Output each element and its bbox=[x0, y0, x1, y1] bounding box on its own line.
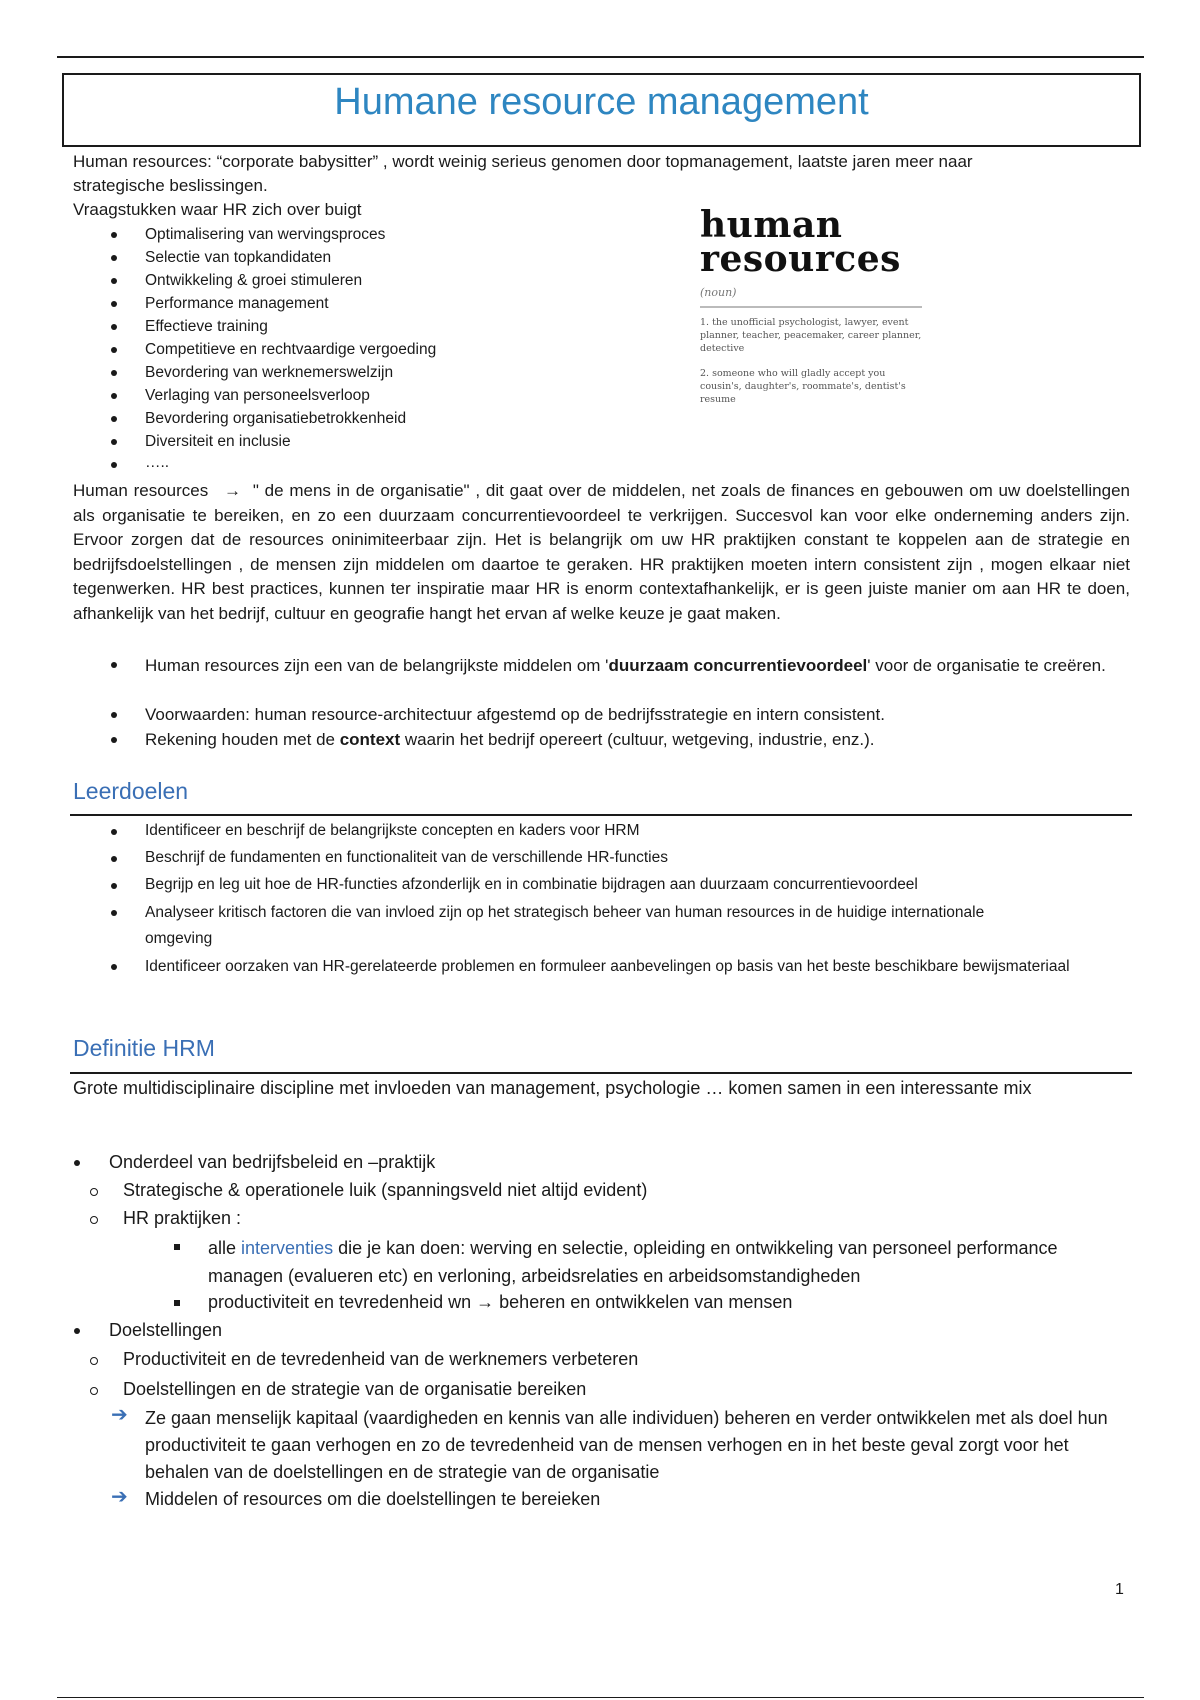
key-point-3-bold: context bbox=[339, 730, 401, 749]
dictionary-definition-2: 2. someone who will gladly accept you cousin's, daughter's, roommate's, dentist's resume bbox=[700, 368, 906, 405]
level1-item: Doelstellingen bbox=[109, 1320, 223, 1340]
bullet bbox=[111, 662, 117, 668]
human-resources-definition-image bbox=[700, 204, 930, 418]
key-point-1-text-a: Human resources zijn een van de belangrijkste middelen om ' bbox=[145, 656, 609, 675]
bullet bbox=[74, 1160, 80, 1166]
bullet bbox=[111, 462, 117, 468]
key-point-3-text-b: waarin het bedrijf opereert (cultuur, wetgeving, industrie, enz.). bbox=[400, 730, 875, 749]
bullet bbox=[111, 883, 117, 889]
level2-item: Doelstellingen en de strategie van de organisatie bereiken bbox=[123, 1379, 587, 1399]
heading-definitie-hrm: Definitie HRM bbox=[73, 1035, 215, 1061]
circle-bullet bbox=[90, 1387, 98, 1395]
list-item: Performance management bbox=[145, 295, 329, 312]
list-item: Bevordering van werknemerswelzijn bbox=[145, 364, 394, 381]
bullet bbox=[111, 232, 117, 238]
bullet bbox=[111, 393, 117, 399]
bottom-rule bbox=[57, 1697, 1144, 1698]
page-number: 1 bbox=[1115, 1581, 1124, 1598]
dictionary-divider bbox=[700, 306, 922, 308]
level3-text-post: die je kan doen: werving en selectie, opleiding en ontwikkeling van personeel performance managen (evalueren etc) en verloning, arbeidsrelaties en arbeidsomstandigheden bbox=[208, 1238, 1058, 1286]
key-point-3-text-a: Rekening houden met de bbox=[145, 730, 340, 749]
bullet bbox=[111, 301, 117, 307]
list-item: Competitieve en rechtvaardige vergoeding bbox=[145, 341, 437, 358]
definitie-intro: Grote multidisciplinaire discipline met invloeden van management, psychologie … komen samen in een interessante mix bbox=[73, 1078, 1032, 1098]
bullet bbox=[111, 324, 117, 330]
bullet bbox=[111, 712, 117, 718]
key-point-1-bold: duurzaam concurrentievoordeel bbox=[608, 656, 868, 675]
list-item: Ontwikkeling & groei stimuleren bbox=[145, 272, 363, 289]
level3-text-pre: alle bbox=[208, 1238, 242, 1258]
arrow-icon: → bbox=[224, 481, 242, 500]
bullet bbox=[111, 416, 117, 422]
list-item: Selectie van topkandidaten bbox=[145, 249, 332, 266]
arrow-right-icon: ➔ bbox=[111, 1404, 128, 1426]
heading-rule bbox=[70, 814, 1132, 816]
list-item: Verlaging van personeelsverloop bbox=[145, 387, 370, 404]
key-point-3 bbox=[145, 728, 875, 752]
arrow-item: Ze gaan menselijk kapitaal (vaardigheden en kennis van alle individuen) beheren en verder ontwikkelen met als doel hun productiviteit te gaan verhogen en zo de tevredenheid van de mensen verhogen en in het beste geval zorgt voor het behalen van de doelstellingen en de strategie van de organisatie bbox=[145, 1408, 1108, 1482]
title-box bbox=[62, 73, 1141, 147]
intro-line-3: Vraagstukken waar HR zich over buigt bbox=[73, 200, 362, 219]
bullet bbox=[111, 910, 117, 916]
paragraph-text: " de mens in de organisatie" , dit gaat over de middelen, net zoals de finances en gebouwen om uw doelstellingen als organisatie te bereiken, en zo een duurzaam concurrentievoordeel te verkrijgen. Succesvol kan voor elke onderneming anders zijn. Ervoor zorgen dat de resources oninimiteerbaar zijn. Het is belangrijk om uw HR praktijken constant te koppelen aan de strategie en bedrijfsdoelstellingen , de mensen zijn middelen om daartoe te geraken. HR praktijken moeten intern consistent zijn , mogen elkaar niet tegenwerken. HR best practices, kunnen ter inspiratie maar HR is enorm contextafhankelijk, er is geen juiste manier om aan HR te doen, afhankelijk van het bedrijf, cultuur en geografie hangt het ervan af welke keuze je gaat maken. bbox=[73, 481, 1130, 623]
dictionary-word-2: resources bbox=[700, 238, 901, 280]
circle-bullet bbox=[90, 1357, 98, 1365]
learning-goal-3: Begrijp en leg uit hoe de HR-functies afzonderlijk en in combinatie bijdragen aan duurzaam concurrentievoordeel bbox=[145, 876, 918, 893]
bullet bbox=[74, 1328, 80, 1334]
level1-item: Onderdeel van bedrijfsbeleid en –praktijk bbox=[109, 1152, 436, 1172]
circle-bullet bbox=[90, 1188, 98, 1196]
bullet bbox=[111, 439, 117, 445]
list-item: Effectieve training bbox=[145, 318, 268, 335]
intro-line-2: strategische beslissingen. bbox=[73, 176, 268, 195]
learning-goal-5: Identificeer oorzaken van HR-gerelateerde problemen en formuleer aanbevelingen op basis van het beste beschikbare bewijsmateriaal bbox=[145, 958, 1070, 975]
circle-bullet bbox=[90, 1216, 98, 1224]
level2-item: HR praktijken : bbox=[123, 1208, 242, 1228]
arrow-right-icon: ➔ bbox=[111, 1486, 128, 1508]
bullet bbox=[111, 370, 117, 376]
list-item: ….. bbox=[145, 454, 170, 471]
bullet bbox=[111, 856, 117, 862]
interventies-link[interactable]: interventies bbox=[241, 1238, 334, 1258]
bullet bbox=[111, 278, 117, 284]
intro-line-1: Human resources: “corporate babysitter” , wordt weinig serieus genomen door topmanagement, laatste jaren meer naar bbox=[73, 152, 973, 171]
level3-item bbox=[208, 1234, 1088, 1290]
heading-leerdoelen: Leerdoelen bbox=[73, 778, 189, 804]
bullet bbox=[111, 964, 117, 970]
bullet bbox=[111, 829, 117, 835]
square-bullet bbox=[174, 1244, 180, 1250]
list-item: Diversiteit en inclusie bbox=[145, 433, 291, 450]
paragraph-lead: Human resources bbox=[73, 481, 209, 500]
key-point-1-text-b: ' voor de organisatie te creëren. bbox=[867, 656, 1106, 675]
key-point-2: Voorwaarden: human resource-architectuur afgestemd op de bedrijfsstrategie en intern consistent. bbox=[145, 705, 885, 724]
page-title: Humane resource management bbox=[334, 81, 869, 123]
level3-item: productiviteit en tevredenheid wn → beheren en ontwikkelen van mensen bbox=[208, 1292, 793, 1312]
square-bullet bbox=[174, 1300, 180, 1306]
list-item: Optimalisering van wervingsproces bbox=[145, 226, 386, 243]
learning-goal-2: Beschrijf de fundamenten en functionaliteit van de verschillende HR-functies bbox=[145, 849, 668, 866]
dictionary-definition-1: 1. the unofficial psychologist, lawyer, event planner, teacher, peacemaker, career planner, detective bbox=[700, 317, 922, 354]
bullet bbox=[111, 737, 117, 743]
level2-item: Strategische & operationele luik (spanningsveld niet altijd evident) bbox=[123, 1180, 648, 1200]
learning-goal-1: Identificeer en beschrijf de belangrijkste concepten en kaders voor HRM bbox=[145, 822, 640, 839]
bullet bbox=[111, 347, 117, 353]
dictionary-part-of-speech: (noun) bbox=[700, 286, 737, 299]
level2-item: Productiviteit en de tevredenheid van de werknemers verbeteren bbox=[123, 1349, 639, 1369]
key-point-1 bbox=[145, 653, 1130, 678]
arrow-item: Middelen of resources om die doelstellingen te bereieken bbox=[145, 1489, 601, 1509]
bullet bbox=[111, 255, 117, 261]
dictionary-word-1: human bbox=[700, 204, 843, 246]
list-item: Bevordering organisatiebetrokkenheid bbox=[145, 410, 407, 427]
top-rule bbox=[57, 56, 1144, 58]
main-paragraph bbox=[73, 479, 1130, 626]
learning-goal-4: Analyseer kritisch factoren die van invloed zijn op het strategisch beheer van human resources in de huidige internationale omgeving bbox=[145, 904, 985, 947]
